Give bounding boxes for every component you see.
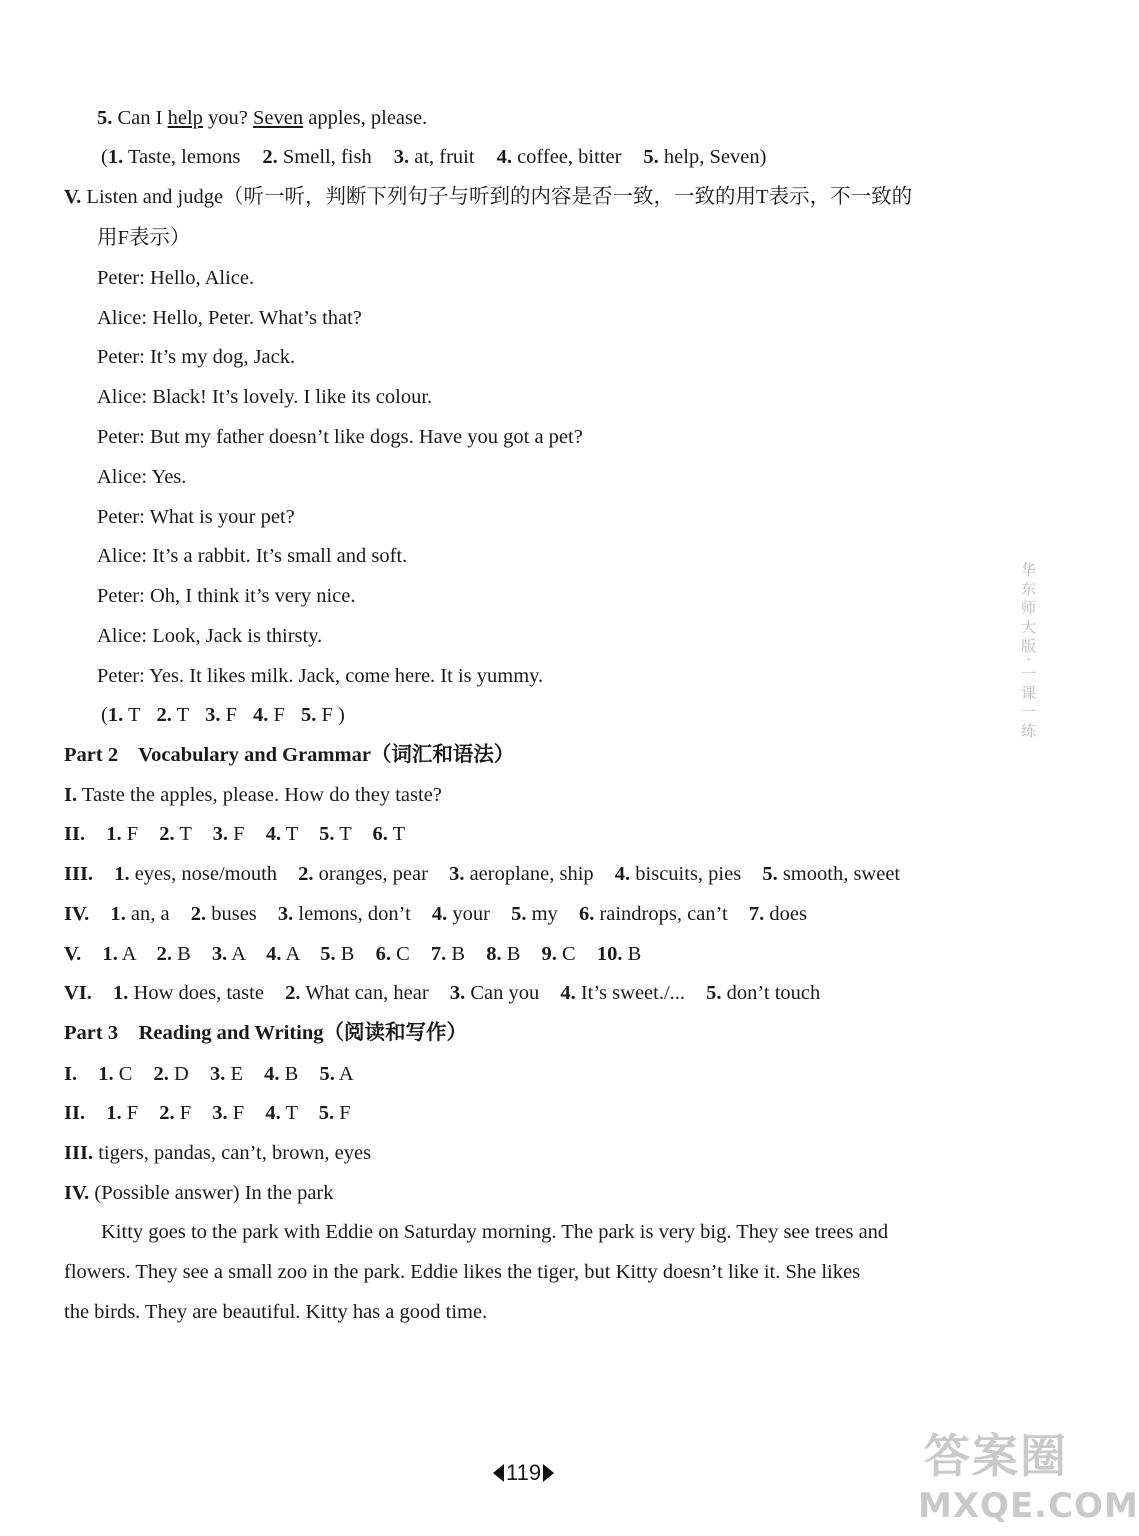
dialog-line: Alice: Black! It’s lovely. I like its colour. [97, 386, 433, 408]
p2-section-ii: II. 1. F 2. T 3. F 4. T 5. T 6. T [64, 823, 406, 845]
p2-section-v: V. 1. A 2. B 3. A 4. A 5. B 6. C 7. B 8. B 9. C 10. B [64, 943, 642, 965]
dialog-line: Alice: It’s a rabbit. It’s small and soft. [97, 545, 408, 567]
dialog-line: Peter: Yes. It likes milk. Jack, come here. It is yummy. [97, 665, 544, 687]
p3-section-ii: II. 1. F 2. F 3. F 4. T 5. F [64, 1102, 351, 1124]
p2-section-iv: IV. 1. an, a 2. buses 3. lemons, don’t 4. your 5. my 6. raindrops, can’t 7. does [64, 903, 807, 925]
essay-line: flowers. They see a small zoo in the park. Eddie likes the tiger, but Kitty doesn’t like it. She likes [64, 1261, 861, 1283]
dialog-line: Peter: But my father doesn’t like dogs. Have you got a pet? [97, 426, 583, 448]
dialog-line: Peter: Oh, I think it’s very nice. [97, 585, 356, 607]
answer-key-line: (1. Taste, lemons 2. Smell, fish 3. at, fruit 4. coffee, bitter 5. help, Seven) [101, 146, 767, 168]
dialog-line: Alice: Hello, Peter. What’s that? [97, 307, 362, 329]
p2-section-i: I. Taste the apples, please. How do they taste? [64, 784, 442, 806]
left-triangle-icon [493, 1464, 504, 1482]
side-series-label: 华东师大版·一课一练 [1019, 562, 1037, 742]
dialog-line: Peter: What is your pet? [97, 506, 295, 528]
page-number: 119 [493, 1460, 554, 1486]
part-3-heading: Part 3 Reading and Writing（阅读和写作） [64, 1022, 468, 1044]
dialog-line: Peter: Hello, Alice. [97, 267, 255, 289]
p2-section-iii: III. 1. eyes, nose/mouth 2. oranges, pear 3. aeroplane, ship 4. biscuits, pies 5. smooth, sweet [64, 863, 901, 885]
judge-answer-line: (1. T 2. T 3. F 4. F 5. F ) [101, 704, 345, 726]
p2-section-vi: VI. 1. How does, taste 2. What can, hear 3. Can you 4. It’s sweet./... 5. don’t touch [64, 982, 821, 1004]
essay-line: the birds. They are beautiful. Kitty has a good time. [64, 1301, 488, 1323]
right-triangle-icon [543, 1464, 554, 1482]
p3-section-iii: III. tigers, pandas, can’t, brown, eyes [64, 1142, 372, 1164]
dialog-line: Alice: Look, Jack is thirsty. [97, 625, 323, 647]
section-heading-v: V. Listen and judge（听一听，判断下列句子与听到的内容是否一致，一致的用T表示，不一致的 [64, 186, 913, 208]
dialog-line: Alice: Yes. [97, 466, 187, 488]
p3-section-i: I. 1. C 2. D 3. E 4. B 5. A [64, 1063, 354, 1085]
section-heading-v-cont: 用F表示） [97, 227, 191, 249]
watermark-logo: 答案圈 MXQE.COM [918, 1429, 1139, 1526]
essay-line: Kitty goes to the park with Eddie on Saturday morning. The park is very big. They see trees and [101, 1221, 889, 1243]
answer-line-5: 5. Can I help you? Seven apples, please. [97, 107, 428, 129]
dialog-line: Peter: It’s my dog, Jack. [97, 346, 296, 368]
p3-section-iv: IV. (Possible answer) In the park [64, 1182, 334, 1204]
part-2-heading: Part 2 Vocabulary and Grammar（词汇和语法） [64, 744, 515, 766]
